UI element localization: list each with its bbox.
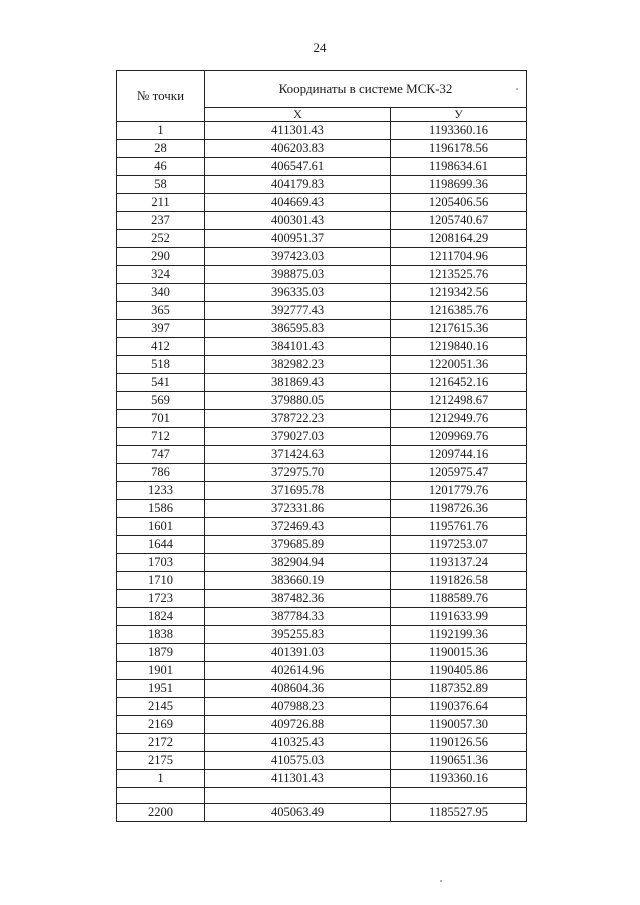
x-coordinate-cell: 382982.23 — [205, 356, 391, 374]
y-coordinate-cell: 1208164.29 — [391, 230, 527, 248]
point-number-cell: 28 — [117, 140, 205, 158]
x-coordinate-cell: 411301.43 — [205, 770, 391, 788]
y-coordinate-cell: 1193360.16 — [391, 122, 527, 140]
y-coordinate-cell: 1187352.89 — [391, 680, 527, 698]
x-coordinate-cell: 396335.03 — [205, 284, 391, 302]
y-coordinate-cell: 1190015.36 — [391, 644, 527, 662]
x-coordinate-cell: 404669.43 — [205, 194, 391, 212]
y-coordinate-cell: 1197253.07 — [391, 536, 527, 554]
table-row — [117, 446, 527, 464]
point-number-cell: 290 — [117, 248, 205, 266]
y-coordinate-cell: 1211704.96 — [391, 248, 527, 266]
x-coordinate-cell: 405063.49 — [205, 804, 391, 822]
table-row — [117, 590, 527, 608]
point-number-cell: 46 — [117, 158, 205, 176]
table-row-empty — [117, 788, 527, 804]
point-number-cell: 252 — [117, 230, 205, 248]
table-row — [117, 212, 527, 230]
y-coordinate-cell: 1217615.36 — [391, 320, 527, 338]
x-coordinate-cell — [205, 788, 391, 804]
point-number-cell — [117, 788, 205, 804]
x-coordinate-cell: 410325.43 — [205, 734, 391, 752]
y-coordinate-cell: 1201779.76 — [391, 482, 527, 500]
table-row — [117, 572, 527, 590]
x-coordinate-cell: 407988.23 — [205, 698, 391, 716]
point-number-cell: 1644 — [117, 536, 205, 554]
table-row — [117, 500, 527, 518]
table-row — [117, 518, 527, 536]
y-coordinate-cell: 1191826.58 — [391, 572, 527, 590]
point-number-cell: 1233 — [117, 482, 205, 500]
table-row — [117, 804, 527, 822]
table-row — [117, 284, 527, 302]
point-number-cell: 2172 — [117, 734, 205, 752]
x-coordinate-cell: 409726.88 — [205, 716, 391, 734]
coordinate-system-header: Координаты в системе МСК-32 — [205, 71, 527, 108]
y-coordinate-cell: 1216452.16 — [391, 374, 527, 392]
point-number-cell: 365 — [117, 302, 205, 320]
y-coordinate-cell: 1219840.16 — [391, 338, 527, 356]
y-coordinate-cell: 1205740.67 — [391, 212, 527, 230]
coordinates-table — [116, 70, 527, 822]
table-row — [117, 644, 527, 662]
point-number-cell: 747 — [117, 446, 205, 464]
table-row — [117, 554, 527, 572]
y-coordinate-cell: 1192199.36 — [391, 626, 527, 644]
point-number-cell: 1901 — [117, 662, 205, 680]
table-row — [117, 410, 527, 428]
y-coordinate-cell: 1209744.16 — [391, 446, 527, 464]
point-number-cell: 1601 — [117, 518, 205, 536]
y-coordinate-cell: 1191633.99 — [391, 608, 527, 626]
point-number-cell: 701 — [117, 410, 205, 428]
point-number-cell: 1951 — [117, 680, 205, 698]
x-coordinate-cell: 406203.83 — [205, 140, 391, 158]
point-number-cell: 712 — [117, 428, 205, 446]
y-coordinate-cell: 1190376.64 — [391, 698, 527, 716]
x-coordinate-cell: 379880.05 — [205, 392, 391, 410]
table-row — [117, 734, 527, 752]
x-coordinate-cell: 398875.03 — [205, 266, 391, 284]
x-coordinate-cell: 381869.43 — [205, 374, 391, 392]
x-coordinate-cell: 392777.43 — [205, 302, 391, 320]
table-row — [117, 176, 527, 194]
point-number-cell: 412 — [117, 338, 205, 356]
table-row — [117, 626, 527, 644]
x-coordinate-cell: 408604.36 — [205, 680, 391, 698]
y-coordinate-cell — [391, 788, 527, 804]
point-number-cell: 340 — [117, 284, 205, 302]
x-coordinate-cell: 372975.70 — [205, 464, 391, 482]
table-row — [117, 680, 527, 698]
table-row — [117, 266, 527, 284]
x-coordinate-cell: 379027.03 — [205, 428, 391, 446]
point-number-cell: 58 — [117, 176, 205, 194]
table-row — [117, 536, 527, 554]
x-coordinate-cell: 400301.43 — [205, 212, 391, 230]
y-coordinate-cell: 1193360.16 — [391, 770, 527, 788]
point-number-cell: 1723 — [117, 590, 205, 608]
y-coordinate-cell: 1220051.36 — [391, 356, 527, 374]
y-coordinate-cell: 1196178.56 — [391, 140, 527, 158]
x-coordinate-cell: 402614.96 — [205, 662, 391, 680]
y-coordinate-cell: 1195761.76 — [391, 518, 527, 536]
y-coordinate-cell: 1190405.86 — [391, 662, 527, 680]
coordinates-table-body — [117, 122, 527, 822]
x-coordinate-cell: 379685.89 — [205, 536, 391, 554]
x-coordinate-cell: 378722.23 — [205, 410, 391, 428]
table-row — [117, 392, 527, 410]
y-coordinate-cell: 1198634.61 — [391, 158, 527, 176]
x-coordinate-cell: 386595.83 — [205, 320, 391, 338]
table-row — [117, 464, 527, 482]
point-number-header: № точки — [117, 71, 205, 122]
x-coordinate-cell: 387482.36 — [205, 590, 391, 608]
x-coordinate-cell: 384101.43 — [205, 338, 391, 356]
page-number: 24 — [313, 40, 327, 55]
y-coordinate-cell: 1190057.30 — [391, 716, 527, 734]
point-number-cell: 1838 — [117, 626, 205, 644]
point-number-cell: 1 — [117, 770, 205, 788]
point-number-cell: 569 — [117, 392, 205, 410]
x-coordinate-cell: 401391.03 — [205, 644, 391, 662]
y-coordinate-cell: 1185527.95 — [391, 804, 527, 822]
point-number-cell: 541 — [117, 374, 205, 392]
table-row — [117, 662, 527, 680]
y-coordinate-cell: 1219342.56 — [391, 284, 527, 302]
x-coordinate-cell: 406547.61 — [205, 158, 391, 176]
point-number-cell: 1710 — [117, 572, 205, 590]
x-coordinate-cell: 397423.03 — [205, 248, 391, 266]
x-coordinate-cell: 411301.43 — [205, 122, 391, 140]
table-row — [117, 428, 527, 446]
point-number-cell: 211 — [117, 194, 205, 212]
x-coordinate-cell: 382904.94 — [205, 554, 391, 572]
scan-speck — [440, 880, 442, 882]
table-row — [117, 248, 527, 266]
y-coordinate-cell: 1205975.47 — [391, 464, 527, 482]
x-coordinate-cell: 387784.33 — [205, 608, 391, 626]
table-row — [117, 230, 527, 248]
point-number-cell: 518 — [117, 356, 205, 374]
table-row — [117, 482, 527, 500]
table-row — [117, 158, 527, 176]
table-row — [117, 356, 527, 374]
y-column-header: У — [391, 108, 527, 122]
point-number-cell: 786 — [117, 464, 205, 482]
point-number-cell: 1586 — [117, 500, 205, 518]
y-coordinate-cell: 1212949.76 — [391, 410, 527, 428]
table-row — [117, 770, 527, 788]
table-row — [117, 608, 527, 626]
table-row — [117, 338, 527, 356]
x-coordinate-cell: 371424.63 — [205, 446, 391, 464]
point-number-cell: 1824 — [117, 608, 205, 626]
y-coordinate-cell: 1190126.56 — [391, 734, 527, 752]
x-coordinate-cell: 372469.43 — [205, 518, 391, 536]
x-coordinate-cell: 383660.19 — [205, 572, 391, 590]
y-coordinate-cell: 1198726.36 — [391, 500, 527, 518]
point-number-cell: 2145 — [117, 698, 205, 716]
scan-speck — [516, 88, 518, 90]
point-number-cell: 2175 — [117, 752, 205, 770]
x-coordinate-cell: 404179.83 — [205, 176, 391, 194]
table-row — [117, 698, 527, 716]
table-row — [117, 374, 527, 392]
y-coordinate-cell: 1209969.76 — [391, 428, 527, 446]
y-coordinate-cell: 1213525.76 — [391, 266, 527, 284]
table-row — [117, 752, 527, 770]
y-coordinate-cell: 1205406.56 — [391, 194, 527, 212]
table-row — [117, 140, 527, 158]
x-coordinate-cell: 395255.83 — [205, 626, 391, 644]
point-number-cell: 237 — [117, 212, 205, 230]
point-number-cell: 1703 — [117, 554, 205, 572]
x-coordinate-cell: 400951.37 — [205, 230, 391, 248]
x-coordinate-cell: 371695.78 — [205, 482, 391, 500]
table-row — [117, 194, 527, 212]
table-row — [117, 302, 527, 320]
y-coordinate-cell: 1216385.76 — [391, 302, 527, 320]
x-coordinate-cell: 372331.86 — [205, 500, 391, 518]
point-number-cell: 2200 — [117, 804, 205, 822]
point-number-cell: 2169 — [117, 716, 205, 734]
y-coordinate-cell: 1198699.36 — [391, 176, 527, 194]
point-number-cell: 324 — [117, 266, 205, 284]
table-row — [117, 320, 527, 338]
point-number-cell: 1 — [117, 122, 205, 140]
x-column-header: X — [205, 108, 391, 122]
y-coordinate-cell: 1190651.36 — [391, 752, 527, 770]
y-coordinate-cell: 1193137.24 — [391, 554, 527, 572]
y-coordinate-cell: 1188589.76 — [391, 590, 527, 608]
table-row — [117, 122, 527, 140]
y-coordinate-cell: 1212498.67 — [391, 392, 527, 410]
point-number-cell: 1879 — [117, 644, 205, 662]
table-row — [117, 716, 527, 734]
x-coordinate-cell: 410575.03 — [205, 752, 391, 770]
point-number-cell: 397 — [117, 320, 205, 338]
